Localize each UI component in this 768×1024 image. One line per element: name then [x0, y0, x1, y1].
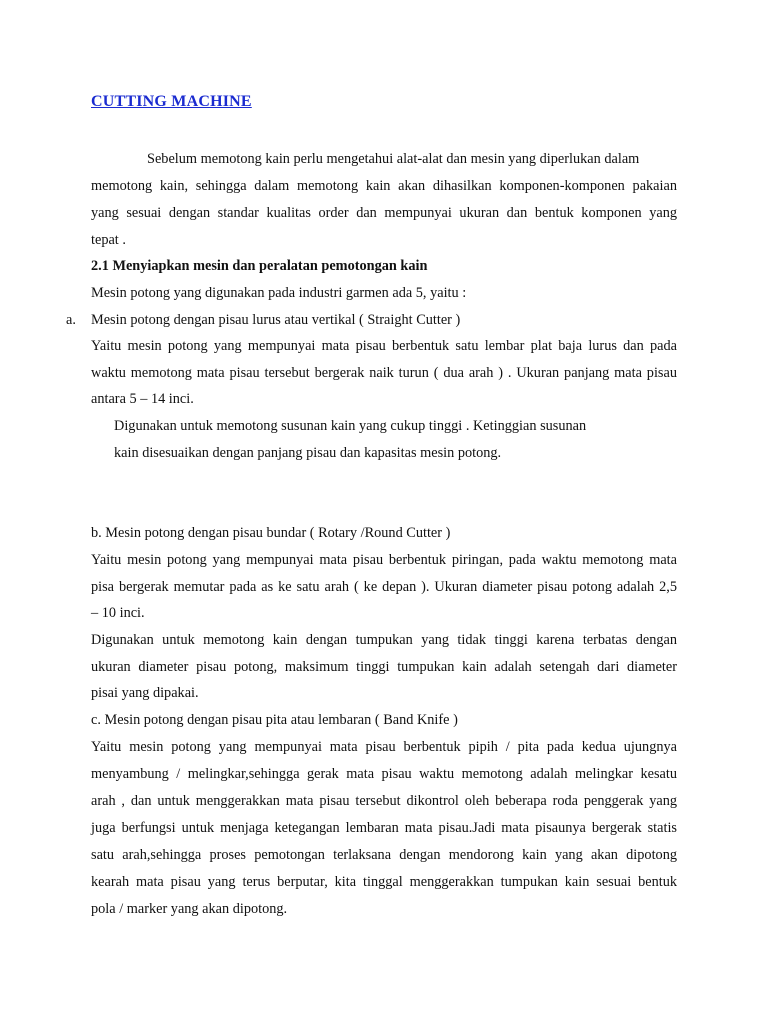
item-a-use-line-2: kain disesuaikan dengan panjang pisau dan kapasitas mesin potong. [114, 445, 502, 461]
item-a-use-line-1: Digunakan untuk memotong susunan kain yang cukup tinggi . Ketinggian susunan [114, 418, 587, 434]
item-b-desc-line-1: Yaitu mesin potong yang mempunyai mata pisau berbentuk piringan, pada waktu memotong mata [91, 552, 677, 568]
intro-line-4: tepat . [91, 232, 126, 248]
section-heading: 2.1 Menyiapkan mesin dan peralatan pemotongan kain [91, 258, 428, 274]
item-c-desc-line-4: juga berfungsi untuk menjaga ketegangan lembaran mata pisau.Jadi mata pisaunya bergerak statis [91, 820, 677, 836]
intro-line-2: memotong kain, sehingga dalam memotong kain akan dihasilkan komponen-komponen pakaian [91, 178, 677, 194]
item-c-heading: c. Mesin potong dengan pisau pita atau lembaran ( Band Knife ) [91, 712, 458, 728]
item-b-use-line-1: Digunakan untuk memotong kain dengan tumpukan yang tidak tinggi karena terbatas dengan [91, 632, 677, 648]
item-c-desc-line-7: pola / marker yang akan dipotong. [91, 901, 288, 917]
item-a-heading: Mesin potong dengan pisau lurus atau vertikal ( Straight Cutter ) [91, 312, 461, 328]
item-a-desc-line-1: Yaitu mesin potong yang mempunyai mata pisau berbentuk satu lembar plat baja lurus dan pada [91, 338, 677, 354]
document-title: CUTTING MACHINE [91, 93, 252, 110]
intro-line-1: Sebelum memotong kain perlu mengetahui alat-alat dan mesin yang diperlukan dalam [147, 151, 640, 167]
item-b-heading: b. Mesin potong dengan pisau bundar ( Rotary /Round Cutter ) [91, 525, 451, 541]
item-b-desc-line-2: pisa bergerak memutar pada as ke satu arah ( ke depan ). Ukuran diameter pisau potong adalah 2,5 [91, 579, 677, 595]
item-b-use-line-2: ukuran diameter pisau potong, maksimum tinggi tumpukan kain adalah setengah dari diameter [91, 659, 677, 675]
item-c-desc-line-1: Yaitu mesin potong yang mempunyai mata pisau berbentuk pipih / pita pada kedua ujungnya [91, 739, 677, 755]
item-c-desc-line-2: menyambung / melingkar,sehingga gerak mata pisau waktu memotong adalah melingkar kesatu [91, 766, 677, 782]
section-intro: Mesin potong yang digunakan pada industri garmen ada 5, yaitu : [91, 285, 467, 301]
item-c-desc-line-3: arah , dan untuk menggerakkan mata pisau tersebut dikontrol oleh beberapa roda penggerak yang [91, 793, 677, 809]
item-c-desc-line-5: satu arah,sehingga proses pemotongan terlaksana dengan mendorong kain yang akan dipotong [91, 847, 677, 863]
item-a-marker: a. [66, 312, 76, 328]
item-c-desc-line-6: kearah mata pisau yang terus berputar, kita tinggal menggerakkan tumpukan kain sesuai bentuk [91, 874, 677, 890]
item-b-use-line-3: pisai yang dipakai. [91, 685, 199, 701]
intro-line-3: yang sesuai dengan standar kualitas order dan mempunyai ukuran dan bentuk komponen yang [91, 205, 677, 221]
item-a-desc-line-2: waktu memotong mata pisau tersebut bergerak naik turun ( dua arah ) . Ukuran panjang mata pisau [91, 365, 677, 381]
item-a-desc-line-3: antara 5 – 14 inci. [91, 391, 194, 407]
item-b-desc-line-3: – 10 inci. [91, 605, 145, 621]
